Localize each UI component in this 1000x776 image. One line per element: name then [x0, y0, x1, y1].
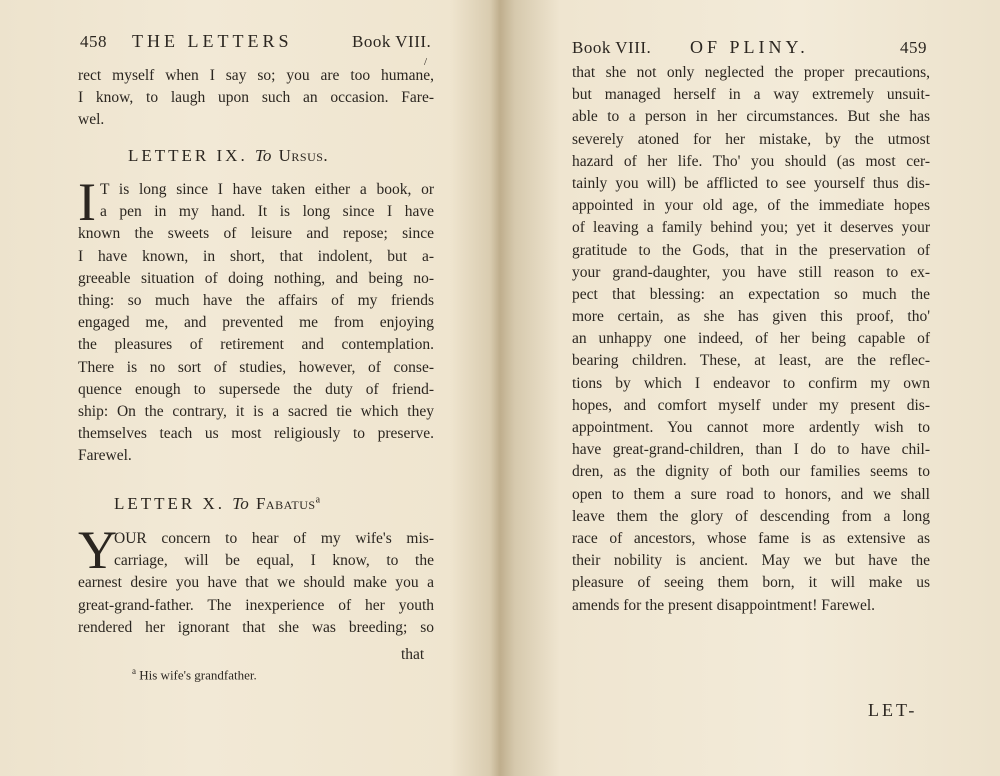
right-line: pleasure of seeing them born, it will make us	[572, 574, 930, 592]
left-catchword: that	[401, 646, 425, 663]
right-line: able to a person in her circumstances. But she has	[572, 108, 930, 126]
right-line: race of ancestors, whose fame is as extensive as	[572, 529, 930, 547]
letter-x-recipient: Fabatus	[255, 494, 316, 513]
letter-ix-title: LETTER IX.	[128, 146, 248, 165]
right-line: tions by which I endeavor to confirm my own	[572, 374, 930, 392]
right-line: an unhappy one indeed, of her being capable of	[572, 330, 930, 348]
left-book-label: Book VIII.	[352, 32, 432, 51]
right-line: your grand-daughter, you have still reason to ex-	[572, 263, 930, 281]
letter-ix-line: the pleasures of retirement and contemplation.	[78, 336, 434, 354]
right-line: bearing children. These, at least, are the reflec-	[572, 352, 930, 370]
letter-ix-heading	[128, 146, 328, 166]
letter-ix-line: known the sweets of leisure and repose; since	[78, 225, 434, 243]
right-line: hopes, and comfort myself under my present dis-	[572, 396, 930, 414]
continued-line: rect myself when I say so; you are too humane,	[78, 67, 434, 84]
letter-x-line: OUR concern to hear of my wife's mis-	[114, 530, 434, 547]
right-book-label: Book VIII.	[572, 38, 652, 57]
right-line: of leaving a family behind you; yet it deserves your	[572, 219, 930, 237]
letter-x-body	[78, 520, 434, 639]
footnote-mark: a	[132, 666, 136, 676]
letter-x-line: great-grand-father. The inexperience of her youth	[78, 596, 434, 614]
letter-ix-recipient: Ursus.	[278, 146, 329, 165]
pencil-mark: /	[424, 56, 428, 68]
letter-ix-line: There is no sort of studies, however, of conse-	[78, 358, 434, 376]
right-catchword: LET-	[868, 700, 918, 720]
left-page-number: 458	[80, 32, 107, 51]
letter-ix-line: a pen in my hand. It is long since I have	[100, 203, 434, 221]
right-line: gratitude to the Gods, that in the preservation of	[572, 241, 930, 259]
right-body	[572, 62, 930, 617]
right-line: amends for the present disappointment! Farewel.	[572, 596, 876, 614]
right-line: dren, as the dignity of both our families seems to	[572, 463, 930, 481]
right-page-number: 459	[900, 38, 927, 57]
letter-ix-line: Farewel.	[78, 447, 132, 465]
right-line: but managed herself in a way extremely unsuit-	[572, 86, 930, 104]
letter-x-line: earnest desire you have that we should make you a	[78, 574, 434, 592]
right-line: open to them a sure road to honors, and we shall	[572, 485, 930, 503]
right-line: pect that blessing: an expectation so much the	[572, 285, 930, 303]
right-page	[500, 0, 1000, 776]
right-running-title: OF PLINY.	[690, 37, 809, 57]
letter-x-to: To	[232, 494, 249, 513]
letter-x-line: carriage, will be equal, I know, to the	[114, 552, 434, 570]
letter-ix-line: thing: so much have the affairs of my friends	[78, 291, 434, 309]
right-line: leave them the glory of descending from a long	[572, 507, 930, 525]
continued-line: wel.	[78, 111, 105, 129]
letter-ix-to: To	[254, 146, 272, 165]
footnote-text: His wife's grandfather.	[139, 667, 257, 683]
right-line: tainly you will) be afflicted to see yourself thus dis-	[572, 174, 930, 192]
letter-x-drop-cap: Y	[78, 520, 117, 580]
right-line: appointment. You cannot more ardently wish to	[572, 419, 930, 436]
letter-ix-line: themselves teach us most religiously to preserve.	[78, 425, 434, 443]
letter-ix-drop-cap: I	[78, 172, 96, 232]
right-line: hazard of her life. Tho' you should (as most cer-	[572, 152, 930, 170]
right-line: have great-grand-children, than I do to have chil-	[572, 441, 930, 459]
footnote	[132, 666, 257, 683]
continued-text	[78, 65, 434, 132]
letter-ix-line: greeable situation of doing nothing, and being no-	[78, 269, 434, 287]
letter-ix-line: I have known, in short, that indolent, but a-	[78, 247, 434, 265]
letter-ix-body	[78, 172, 434, 467]
right-line: that she not only neglected the proper precautions,	[572, 64, 930, 81]
letter-x-heading	[114, 494, 320, 514]
right-line: severely atoned for her mistake, by the utmost	[572, 130, 930, 148]
letter-ix-line: T is long since I have taken either a book, or	[100, 181, 434, 198]
letter-ix-line: engaged me, and prevented me from enjoying	[78, 314, 434, 332]
continued-line: I know, to laugh upon such an occasion. Fare-	[78, 89, 434, 107]
left-running-title: THE LETTERS	[132, 31, 293, 51]
right-line: appointed in your old age, of the immediate hopes	[572, 197, 930, 215]
right-line: more certain, as she has given this proof, tho'	[572, 308, 930, 326]
right-line: their nobility is ancient. May we but have the	[572, 552, 930, 570]
letter-x-title: LETTER X.	[114, 494, 226, 513]
letter-ix-line: quence enough to supersede the duty of friend-	[78, 380, 434, 398]
letter-x-note-mark: a	[315, 494, 321, 506]
letter-ix-line: ship: On the contrary, it is a sacred tie which they	[78, 402, 434, 420]
letter-x-line: rendered her ignorant that she was breeding; so	[78, 618, 434, 636]
